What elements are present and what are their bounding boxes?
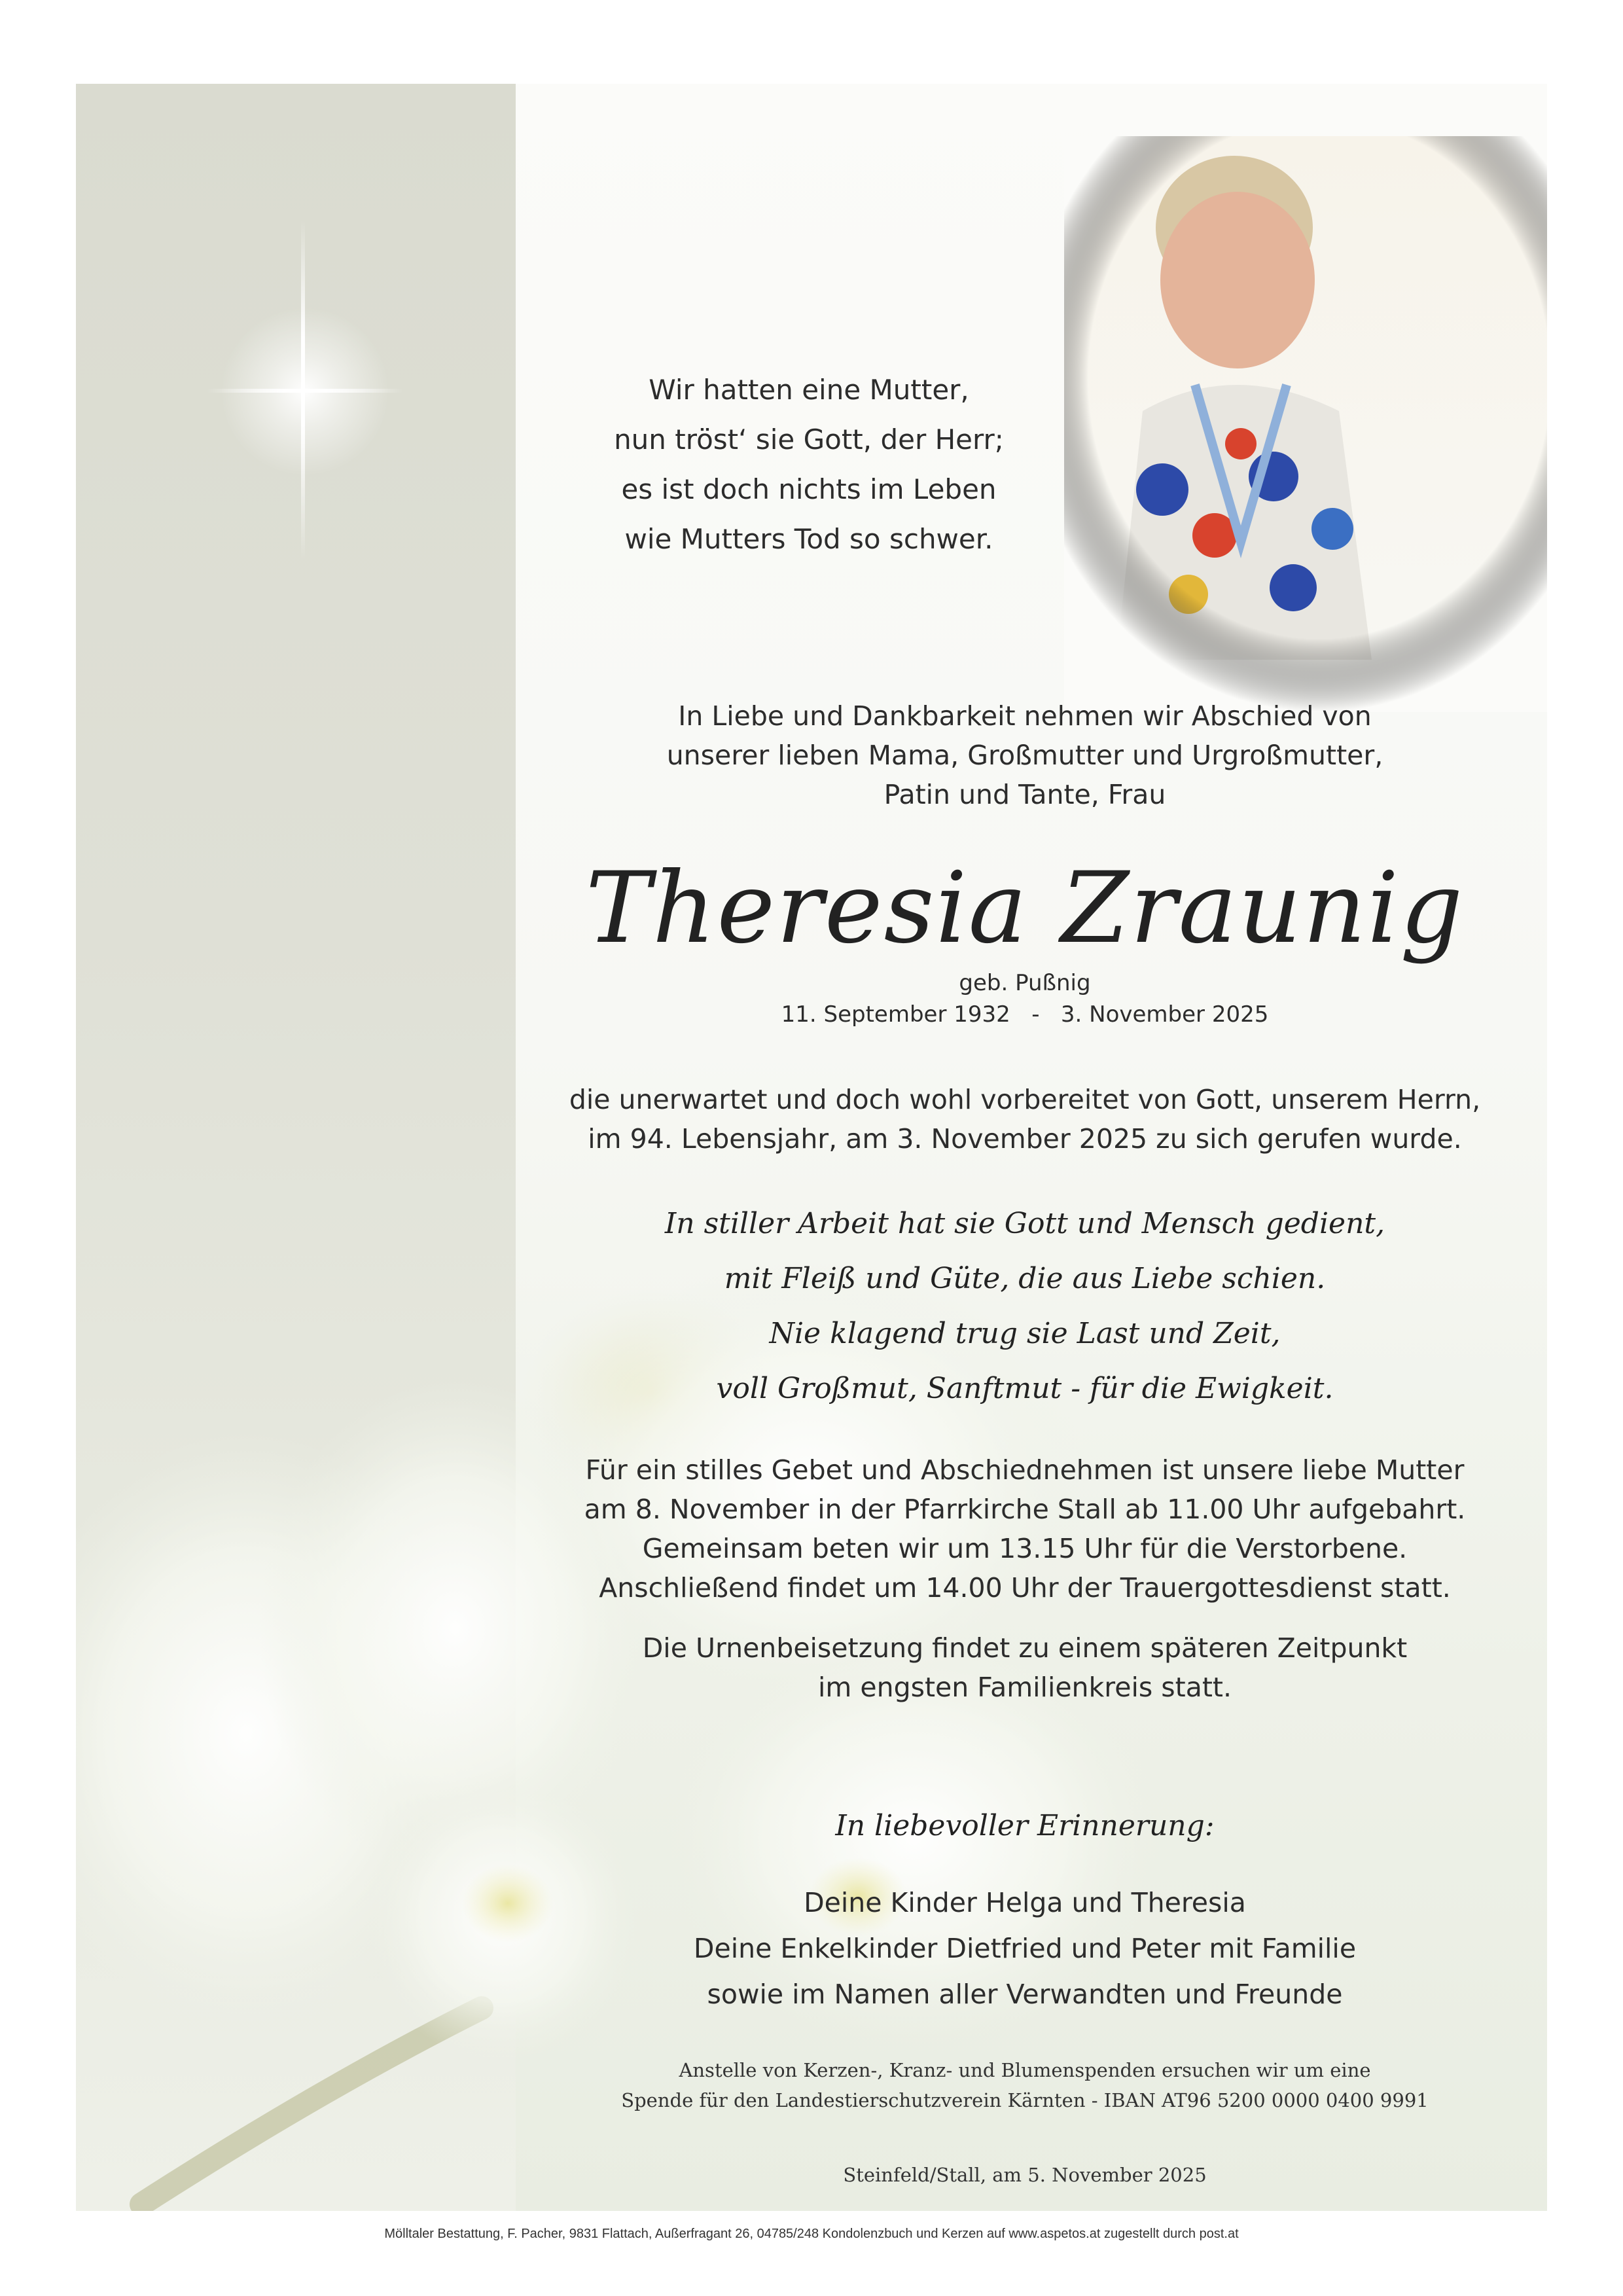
ceremony-text [534,1450,1516,1607]
memory-heading: In liebevoller Erinnerung: [835,1809,1215,1842]
burial-text [534,1628,1516,1707]
portrait-photo [1064,136,1547,712]
life-dates: 11. September 1932 - 3. November 2025 [781,1001,1269,1028]
family-line: Deine Enkelkinder Dietfried und Peter mit Familie [693,1933,1357,1964]
donation-note [534,2055,1516,2115]
intro-line: unserer lieben Mama, Großmutter und Urgroßmutter, [666,740,1383,771]
ceremony-line: Gemeinsam beten wir um 13.15 Uhr für die Verstorbene. [642,1533,1408,1564]
verse-line: In stiller Arbeit hat sie Gott und Mensch gedient, [664,1207,1385,1240]
ceremony-line: Für ein stilles Gebet und Abschiednehmen ist unsere liebe Mutter [585,1454,1465,1486]
poem [514,365,1103,564]
family-line: Deine Kinder Helga und Theresia [804,1887,1246,1918]
place-date: Steinfeld/Stall, am 5. November 2025 [843,2164,1207,2186]
verse-line: voll Großmut, Sanftmut - für die Ewigkeit. [716,1372,1334,1405]
birth-name: geb. Pußnig [959,970,1091,996]
poem-line: wie Mutters Tod so schwer. [624,523,993,555]
verse [534,1196,1516,1416]
poem-line: Wir hatten eine Mutter, [649,374,969,406]
family-list [534,1880,1516,2017]
ceremony-line: am 8. November in der Pfarrkirche Stall ab 11.00 Uhr aufgebahrt. [584,1494,1466,1525]
intro-line: Patin und Tante, Frau [883,779,1166,810]
intro-line: In Liebe und Dankbarkeit nehmen wir Abschied von [678,700,1372,732]
parte-card [76,84,1547,2211]
poem-line: es ist doch nichts im Leben [621,473,997,505]
burial-line: im engsten Familienkreis statt. [818,1672,1232,1703]
donation-line: Anstelle von Kerzen-, Kranz- und Blumenspenden ersuchen wir um eine [679,2059,1371,2081]
passing-text [534,1080,1516,1158]
deceased-name: Theresia Zraunig [585,852,1465,965]
verse-line: mit Fleiß und Güte, die aus Liebe schien. [724,1262,1326,1295]
burial-line: Die Urnenbeisetzung findet zu einem späteren Zeitpunkt [642,1632,1408,1664]
donation-line: Spende für den Landestierschutzverein Kärnten - IBAN AT96 5200 0000 0400 9991 [621,2089,1429,2111]
passing-line: im 94. Lebensjahr, am 3. November 2025 zu sich gerufen wurde. [588,1123,1462,1155]
passing-line: die unerwartet und doch wohl vorbereitet von Gott, unserem Herrn, [569,1084,1481,1115]
footer-imprint: Mölltaler Bestattung, F. Pacher, 9831 Flattach, Außerfragant 26, 04785/248 Kondolenzbuch und Kerzen auf www.aspetos.at zugestellt durch post.at [384,2227,1239,2241]
ceremony-line: Anschließend findet um 14.00 Uhr der Trauergottesdienst statt. [599,1572,1451,1604]
family-line: sowie im Namen aller Verwandten und Freunde [707,1979,1343,2010]
poem-line: nun tröst‘ sie Gott, der Herr; [614,423,1004,456]
cross-icon-bar [207,389,403,393]
verse-line: Nie klagend trug sie Last und Zeit, [769,1317,1281,1350]
intro-text [534,696,1516,814]
